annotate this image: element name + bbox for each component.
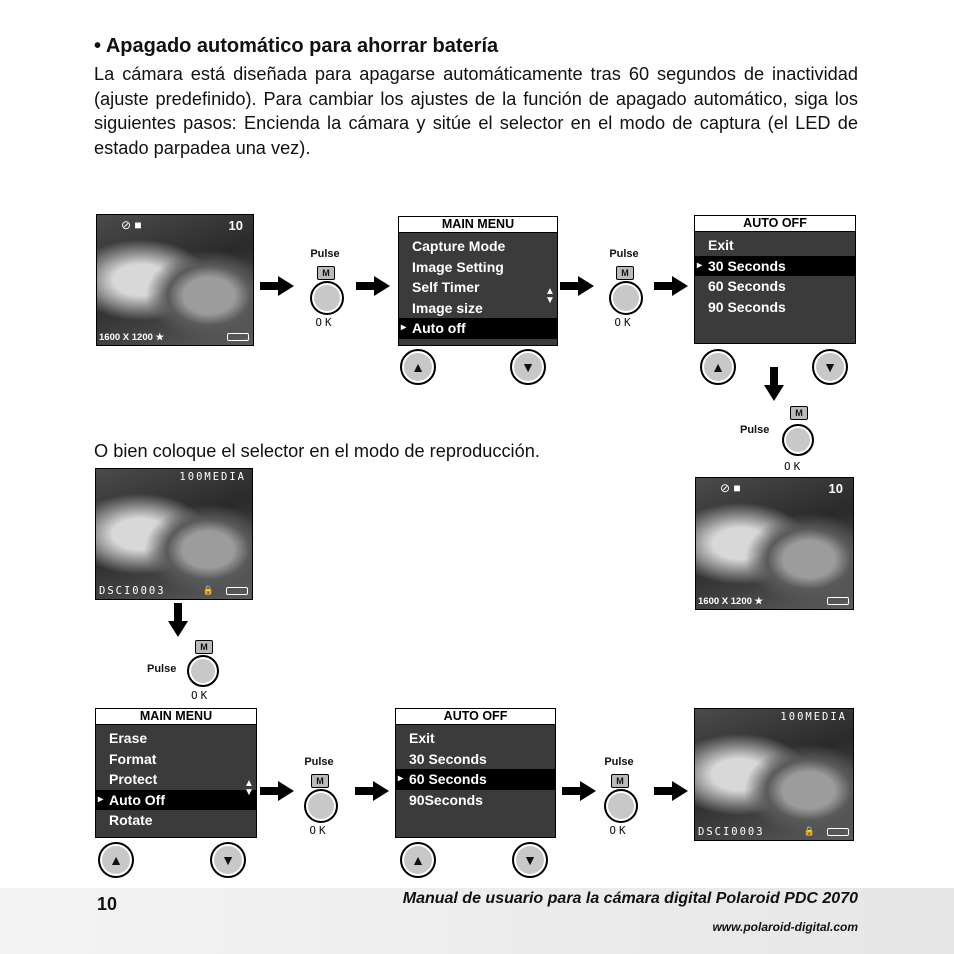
knob-icon (782, 424, 814, 456)
menu-title: AUTO OFF (695, 216, 855, 232)
playback-screen-1 (95, 468, 253, 600)
menu-item[interactable]: Self Timer (412, 279, 480, 295)
menu-item-selected[interactable]: ▸ 30 Seconds (695, 256, 855, 277)
menu-item[interactable]: Exit (708, 237, 734, 253)
scroll-arrows-icon: ▲▼ (545, 286, 555, 306)
menu-item[interactable]: 30 Seconds (409, 750, 487, 767)
arrow-right-icon (654, 276, 688, 296)
ok-button-3[interactable]: Pulse M OK (740, 414, 820, 466)
menu-item[interactable]: Exit (409, 730, 435, 746)
playback-instruction: O bien coloque el selector en el modo de reproducción. (94, 441, 540, 461)
footer-title: Manual de usuario para la cámara digital Polaroid PDC 2070 (402, 890, 858, 907)
shots-remaining: 10 (828, 481, 843, 496)
m-icon: M (195, 640, 213, 654)
file-name: DSCI0003 (698, 826, 765, 838)
down-button[interactable]: ▼ (210, 842, 246, 878)
arrow-down-icon (764, 367, 784, 401)
folder-label: 100MEDIA (179, 471, 246, 483)
menu-title: MAIN MENU (399, 217, 557, 233)
menu-item-selected[interactable]: ▸ Auto off (399, 318, 557, 339)
battery-icon (227, 333, 249, 341)
battery-icon (827, 828, 849, 836)
knob-icon (187, 655, 219, 687)
playback-auto-off-menu (395, 708, 556, 838)
intro-paragraph: La cámara está diseñada para apagarse automáticamente tras 60 segundos de inactividad (ajuste predefinido). Para cambiar los ajustes de la función de apagado automático, siga los siguientes pasos: Encienda la cámara y sitúe el selector en el modo de captura (el LED de estado parpadea una vez). (94, 64, 858, 158)
menu-item[interactable]: 90 Seconds (708, 298, 786, 315)
playback-main-menu (95, 708, 257, 838)
m-icon: M (611, 774, 629, 788)
down-button[interactable]: ▼ (812, 349, 848, 385)
resolution-label: 1600 X 1200 ★ (99, 332, 165, 343)
m-icon: M (311, 774, 329, 788)
menu-item[interactable]: Image Setting (412, 258, 504, 275)
ok-button-6[interactable]: Pulse M OK (592, 756, 646, 838)
menu-item[interactable]: Image size (412, 299, 483, 316)
menu-title: AUTO OFF (396, 709, 555, 725)
arrow-down-icon (168, 603, 188, 637)
menu-item[interactable]: Protect (109, 771, 158, 787)
menu-title: MAIN MENU (96, 709, 256, 725)
arrow-right-icon (355, 781, 389, 801)
lock-icon: 🔒 (803, 826, 815, 836)
lock-icon: 🔒 (202, 585, 214, 595)
footer-url[interactable]: www.polaroid-digital.com (712, 920, 858, 934)
ok-button-5[interactable]: Pulse M OK (292, 756, 346, 838)
menu-item[interactable]: 90Seconds (409, 791, 483, 808)
page-number: 10 (97, 894, 118, 914)
down-button[interactable]: ▼ (510, 349, 546, 385)
playback-screen-2 (694, 708, 854, 841)
menu-item[interactable]: 60 Seconds (708, 278, 786, 294)
menu-item[interactable]: Capture Mode (412, 238, 506, 254)
resolution-label: 1600 X 1200 ★ (698, 596, 764, 607)
up-button[interactable]: ▲ (98, 842, 134, 878)
battery-icon (827, 597, 849, 605)
knob-icon (609, 281, 643, 315)
arrow-right-icon (260, 781, 294, 801)
knob-icon (304, 789, 338, 823)
arrow-right-icon (654, 781, 688, 801)
ok-button-1[interactable]: Pulse M OK (298, 248, 352, 330)
file-name: DSCI0003 (99, 585, 166, 597)
menu-item-selected[interactable]: ▸ 60 Seconds (396, 769, 555, 790)
m-icon: M (790, 406, 808, 420)
arrow-right-icon (562, 781, 596, 801)
arrow-right-icon (260, 276, 294, 296)
arrow-right-icon (560, 276, 594, 296)
m-icon: M (317, 266, 335, 280)
capture-screen-2 (695, 477, 854, 610)
up-button[interactable]: ▲ (400, 349, 436, 385)
menu-item[interactable]: Erase (109, 730, 148, 746)
capture-screen-1 (96, 214, 254, 346)
knob-icon (604, 789, 638, 823)
flash-camera-icon: ⊘ ■ (121, 218, 142, 232)
menu-item[interactable]: Rotate (109, 812, 153, 828)
capture-main-menu (398, 216, 558, 346)
down-button[interactable]: ▼ (512, 842, 548, 878)
section-heading: • Apagado automático para ahorrar batería (94, 35, 499, 57)
up-button[interactable]: ▲ (700, 349, 736, 385)
scroll-arrows-icon: ▲▼ (244, 778, 254, 798)
menu-item[interactable]: Format (109, 750, 157, 767)
knob-icon (310, 281, 344, 315)
capture-auto-off-menu (694, 215, 856, 344)
battery-icon (226, 587, 248, 595)
ok-button-2[interactable]: Pulse M OK (597, 248, 651, 330)
shots-remaining: 10 (228, 218, 243, 233)
flash-camera-icon: ⊘ ■ (720, 481, 741, 495)
m-icon: M (616, 266, 634, 280)
ok-button-4[interactable]: Pulse M OK (147, 645, 227, 697)
folder-label: 100MEDIA (780, 711, 847, 723)
up-button[interactable]: ▲ (400, 842, 436, 878)
arrow-right-icon (356, 276, 390, 296)
menu-item-selected[interactable]: ▸ Auto Off (96, 790, 256, 811)
